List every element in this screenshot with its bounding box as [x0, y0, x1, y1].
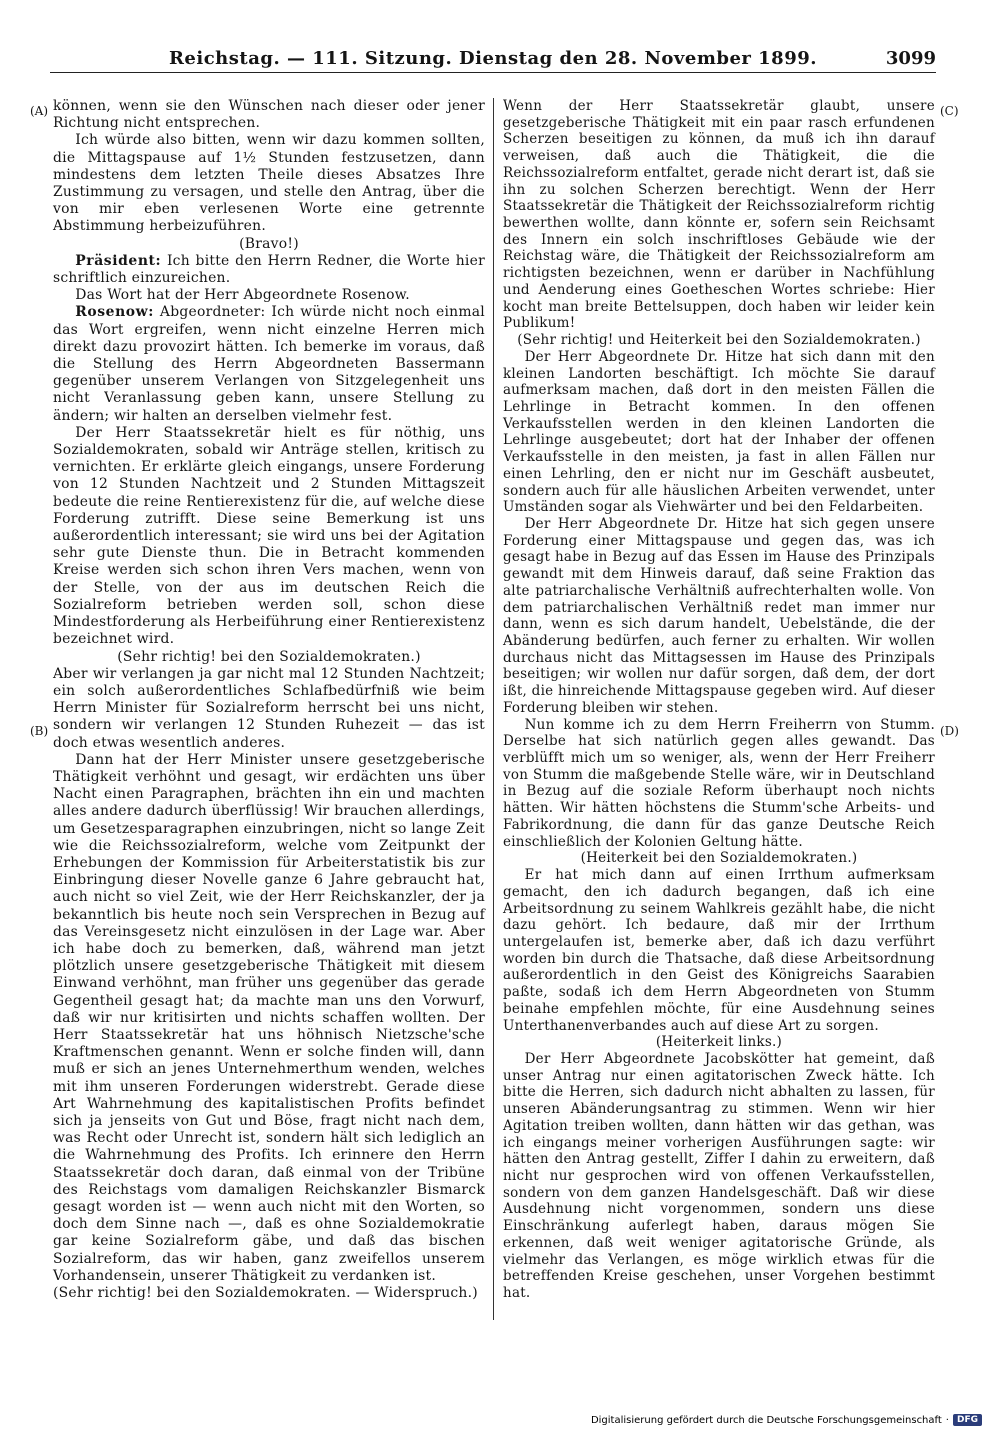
paragraph — [503, 516, 935, 717]
page-number: 3099 — [885, 48, 936, 69]
digitization-credit: Digitalisierung gefördert durch die Deutsche Forschungsgemeinschaft · DFG — [591, 1414, 982, 1426]
paragraph — [53, 752, 485, 1285]
paragraph-text: Das Wort hat der Herr Abgeordnete Rosenow. — [75, 287, 410, 304]
speaker-name: Präsident: — [75, 252, 162, 269]
paragraph-text: (Sehr richtig! bei den Sozialdemokraten. — Widerspruch.) — [53, 1285, 478, 1302]
paragraph-text: (Bravo!) — [239, 235, 299, 252]
paragraph — [503, 867, 935, 1034]
dfg-logo: DFG — [953, 1414, 982, 1426]
paragraph — [503, 717, 935, 851]
paragraph-text: Aber wir verlangen ja gar nicht mal 12 Stunden Nachtzeit; ein solch außerordentliches Schlafbedürfniß wie beim Herrn Minister für Sozialreform herrscht bei uns nicht, sondern wir verlangen 12 Stunden Ruhezeit — das ist doch etwas wesentlich anderes. — [53, 665, 485, 751]
paragraph — [53, 304, 485, 424]
paragraph-text: (Heiterkeit links.) — [655, 1034, 783, 1051]
header-title: Reichstag. — 111. Sitzung. Dienstag den 28. November 1899. — [168, 48, 818, 69]
margin-marker-b: (B) — [30, 724, 49, 738]
paragraph-text: Er hat mich dann auf einen Irrthum aufmerksam gemacht, den ich dadurch begangen, daß ich eine Arbeitsordnung zu seinem Wahlkreis gezählt habe, die nicht dazu gehört. Ich bedaure, daß mir der Irrthum untergelaufen ist, bemerke aber, daß ich dazu verführt worden bin durch die Thatsache, daß diese Arbeitsordnung außerordentlich in den Geist des Königreichs Saarabien paßte, sodaß ich dem Herrn Abgeordneten von Stumm beinahe empfehlen möchte, für eine Ausdehnung seines Unterthanenverbandes auch auf diese Art zu sorgen. — [503, 867, 935, 1034]
paragraph-text: (Heiterkeit bei den Sozialdemokraten.) — [580, 850, 858, 867]
interjection — [503, 1034, 935, 1051]
column-divider — [493, 98, 494, 1320]
right-text-column — [503, 98, 935, 1322]
credit-text: Digitalisierung gefördert durch die Deutsche Forschungsgemeinschaft — [590, 1414, 942, 1426]
paragraph-text: Der Herr Abgeordnete Jacobskötter hat gemeint, daß unser Antrag nur einen agitatorischen Zweck hätte. Ich bitte die Herren, sich dadurch nicht abhalten zu lassen, für unseren Abänderungsantrag zu stimmen. Wenn wir hier Agitation treiben wollten, dann hätten wir das gethan, was ich eingangs meiner vorherigen Ausführungen sagte: wir hätten den Antrag gestellt, Ziffer I dahin zu erweitern, daß nicht nur gesprochen wird von offenen Verkaufsstellen, sondern von dem ganzen Handelsgeschäft. Daß wir diese Ausdehnung nicht vorgenommen, sondern uns diese Einschränkung auferlegt haben, daraus mögen Sie erkennen, daß weit weniger agitatorische Gründe, als vielmehr das Verlangen, es möge wirklich etwas für die betreffenden Kreise geschehen, unser Vorgehen bestimmt hat. — [503, 1050, 935, 1302]
paragraph — [53, 425, 485, 649]
running-header — [50, 46, 936, 73]
interjection — [53, 649, 485, 666]
paragraph — [53, 1285, 485, 1302]
paragraph-text: Ich würde also bitten, wenn wir dazu kommen sollten, die Mittagspause auf 1½ Stunden festzusetzen, dann mindestens dem letzten Theile dieses Absatzes Ihre Zustimmung zu versagen, und stelle den Antrag, über die von mir eben verlesenen Worte eine getrennte Abstimmung herbeizuführen. — [53, 132, 485, 235]
paragraph — [53, 666, 485, 752]
interjection — [503, 850, 935, 867]
speaker-name: Rosenow: — [75, 304, 154, 321]
paragraph — [503, 1051, 935, 1302]
margin-marker-d: (D) — [940, 724, 959, 738]
paragraph-text: Der Herr Abgeordnete Dr. Hitze hat sich gegen unsere Forderung einer Mittagspause und gegen das, was ich gesagt habe in Bezug auf das Essen im Hause des Prinzipals gewandt mit dem Hinweis darauf, daß seine Fraktion das alte patriarchalische Verhältniß aufrechterhalten wolle. Von dem patriarchalischen Verhältniß redet man immer nur dann, wenn es sich darum handelt, Uebelstände, die der Abänderung bedürfen, auch ferner zu erhalten. Wir wollen durchaus nicht das Mittagsessen im Hause des Prinzipals beseitigen; wir wollen nur dafür sorgen, daß dem, der dort ißt, die hinreichende Mittagspause gegeben wird. Auf dieser Forderung bleiben wir stehen. — [503, 515, 935, 716]
paragraph — [503, 349, 935, 516]
paragraph-text: Der Herr Staatssekretär hielt es für nöthig, uns Sozialdemokraten, sobald wir Anträge stellen, kritisch zu vernichten. Er erklärte gleich eingangs, unsere Forderung von 12 Stunden Nachtzeit und 2 Stunden Mittagszeit bedeute die reine Rentierexistenz für die, auf welche diese Forderung zutrifft. Diese seine Bemerkung ist uns außerordentlich interessant; sie wird uns bei der Agitation sehr gute Dienste thun. Die in Betracht kommenden Kreise werden sich schon ihren Vers machen, wenn von der Stelle, von der aus im deutschen Reich die Sozialreform betrieben werden soll, schon diese Mindestforderung als Herbeiführung einer Rentierexistenz bezeichnet wird. — [53, 424, 485, 648]
margin-marker-a: (A) — [30, 104, 49, 118]
interjection — [503, 332, 935, 349]
paragraph-text: (Sehr richtig! und Heiterkeit bei den Sozialdemokraten.) — [517, 332, 921, 349]
paragraph-text: Dann hat der Herr Minister unsere gesetzgeberische Thätigkeit verhöhnt und gesagt, wir erdächten uns über Nacht einen Paragraphen, brächten ihn ein und machten alles andere dadurch überflüssig! Wir brauchen allerdings, um Gesetzesparagraphen einzubringen, nicht so lange Zeit wie die Reichssozialreform, welche vom Zeitpunkt der Erhebungen der Kommission für Arbeiterstatistik bis zur Einbringung dieser Novelle ganze 6 Jahre gebraucht hat, auch nicht so viel Zeit, wie der Herr Reichskanzler, der ja bekanntlich bis heute noch sein Versprechen in Bezug auf das Vereinsgesetz nicht einzulösen in der Lage war. Aber ich habe doch zu bemerken, daß, während man jetzt plötzlich unsere gesetzgeberische Thätigkeit mit diesem Einwand verhöhnt, man früher uns gegenüber das gerade Gegentheil gesagt hat; da machte man uns den Vorwurf, daß wir nur kritisirten und nichts schaffen wollten. Der Herr Staatssekretär hat uns höhnisch Nietzsche'sche Kraftmenschen genannt. Wenn er solche finden will, dann muß er sich an jenes Unternehmerthum wenden, welches mit ihm unseren Forderungen widerstrebt. Gerade diese Art Wahrnehmung des kapitalistischen Profits befindet sich ja jenseits von Gut und Böse, fragt nicht nach dem, was Recht oder Unrecht ist, sondern hält sich lediglich an die Wahrnehmung des Profits. Ich erinnere den Herrn Staatssekretär doch daran, daß einmal von der Tribüne des Reichstags vom damaligen Reichskanzler Bismarck gesagt worden ist — wenn auch nicht mit den Worten, so doch dem Sinne nach —, daß es ohne Sozialdemokratie gar keine Sozialreform gäbe, und daß das bischen Sozialreform, das wir haben, ganz zweifellos unserem Vorhandensein, unserer Thätigkeit zu verdanken ist. — [53, 751, 485, 1284]
margin-marker-c: (C) — [940, 104, 959, 118]
paragraph — [53, 132, 485, 235]
interjection — [53, 236, 485, 253]
paragraph-text: Abgeordneter: Ich würde nicht noch einmal das Wort ergreifen, wenn nicht einzelne Herren mich direkt dazu provozirt hätten. Ich bemerke im voraus, daß die Stellung des Herrn Abgeordneten Bassermann gegenüber unserem Verlangen von Sitzgelegenheit uns nicht Veranlassung geben kann, unsere Stellung zu ändern; wir halten an derselben vielmehr fest. — [53, 304, 485, 424]
paragraph-text: können, wenn sie den Wünschen nach dieser oder jener Richtung nicht entsprechen. — [53, 98, 485, 132]
paragraph — [503, 98, 935, 332]
paragraph-text: Nun komme ich zu dem Herrn Freiherrn von Stumm. Derselbe hat sich natürlich gegen alles gewandt. Das verblüfft mich um so weniger, als, wenn der Herr Freiherr von Stumm die maßgebende Stelle wäre, wir in Deutschland in Bezug auf die soziale Reform überhaupt noch nichts hätten. Wir hätten höchstens die Stumm'sche Arbeits- und Fabrikordnung, die dann für das ganze Deutsche Reich einschließlich der Kolonien Geltung hätte. — [503, 716, 935, 850]
paragraph — [53, 253, 485, 287]
left-text-column — [53, 98, 485, 1322]
paragraph-text: Wenn der Herr Staatssekretär glaubt, unsere gesetzgeberische Thätigkeit mit ein paar rasch erfundenen Scherzen beseitigen zu können, da muß ich ihn darauf verweisen, daß auch die Thätigkeit, die die Reichssozialreform entfaltet, gerade nicht derart ist, daß sie ihn zu solchen Scherzen berechtigt. Wenn der Herr Staatssekretär die Thätigkeit der Reichssozialreform richtig bewerthen wollte, dann könnte er, sofern sein Reichsamt des Innern ein solch inschriftloses Gebäude wie der Reichstag wäre, die Thätigkeit der Reichssozialreform am richtigsten bezeichnen, wenn er darüber in Nachfühlung und Aenderung eines Goetheschen Wortes schriebe: Hier kocht man breite Bettelsuppen, doch haben wir leider kein Publikum! — [503, 98, 935, 332]
paragraph — [53, 287, 485, 304]
paragraph — [53, 98, 485, 132]
paragraph-text: Ich bitte den Herrn Redner, die Worte hier schriftlich einzureichen. — [53, 252, 485, 287]
paragraph-text: Der Herr Abgeordnete Dr. Hitze hat sich dann mit den kleinen Landorten beschäftigt. Ich möchte Sie darauf aufmerksam machen, daß dort in den meisten Fällen die Lehrlinge in Betracht kommen. In den offenen Verkaufsstellen werden in den kleinen Landorten die Lehrlinge ausgebeutet; dort hat der Inhaber der offenen Verkaufsstelle in den meisten, ja fast in allen Fällen nur einen Lehrling, den er nicht nur im Geschäft ausbeutet, sondern auch für alle häuslichen Arbeiten verwendet, unter Umständen sogar als Viehwärter und bei den Feldarbeiten. — [503, 348, 935, 516]
paragraph-text: (Sehr richtig! bei den Sozialdemokraten.) — [117, 648, 421, 665]
